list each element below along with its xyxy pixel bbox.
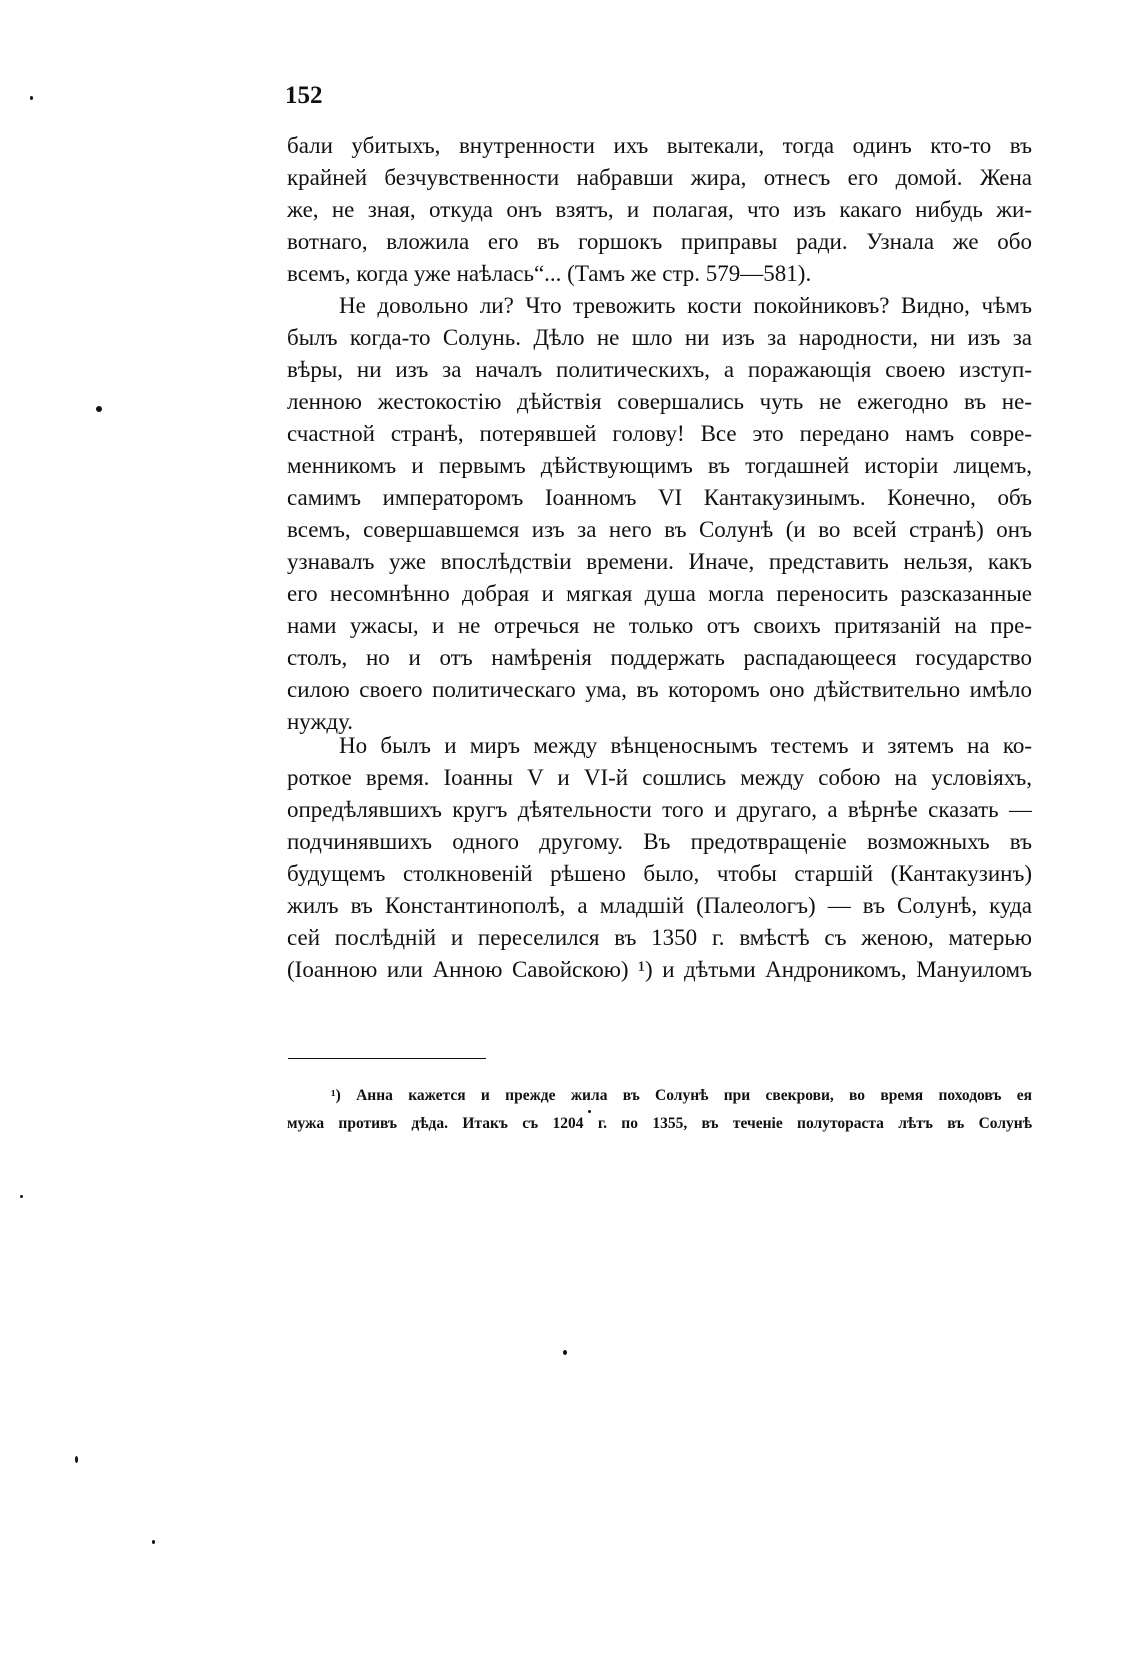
text-line: его несомнѣнно добрая и мягкая душа могла переносить разсказанные bbox=[287, 581, 1032, 606]
page-number: 152 bbox=[285, 82, 323, 109]
footnote bbox=[287, 1082, 1032, 1138]
text-line: крайней безчувственности набравши жира, отнесъ его домой. Жена bbox=[287, 165, 1032, 190]
text-line: сей послѣдній и переселился въ 1350 г. вмѣстѣ съ женою, матерью bbox=[287, 925, 1032, 950]
scan-speck bbox=[152, 1540, 155, 1544]
text-line: нами ужасы, и не отречься не только отъ своихъ притязаній на пре- bbox=[287, 613, 1032, 638]
scan-speck bbox=[96, 406, 102, 412]
text-line: вотнаго, вложила его въ горшокъ приправы ради. Узнала же обо bbox=[287, 229, 1032, 254]
footnote-line: мужа противъ дѣда. Итакъ съ 1204 г. по 1355, въ теченіе полутораста лѣтъ въ Солунѣ bbox=[287, 1115, 1032, 1132]
text-line: нужду. bbox=[287, 709, 354, 734]
paragraph-3 bbox=[287, 730, 1032, 986]
text-line: узнавалъ уже впослѣдствіи времени. Иначе, представить нельзя, какъ bbox=[287, 549, 1032, 574]
text-line: менникомъ и первымъ дѣйствующимъ въ тогдашней исторіи лицемъ, bbox=[287, 453, 1032, 478]
text-line: всемъ, совершавшемся изъ за него въ Солунѣ (и во всей странѣ) онъ bbox=[287, 517, 1032, 542]
scan-speck bbox=[30, 96, 33, 100]
text-line: всемъ, когда уже наѣлась“... (Тамъ же стр. 579—581). bbox=[287, 261, 812, 286]
text-line: (Іоанною или Анною Савойскою) ¹) и дѣтьми Андроникомъ, Мануиломъ bbox=[287, 957, 1032, 982]
text-line: опредѣлявшихъ кругъ дѣятельности того и другаго, а вѣрнѣе сказать — bbox=[287, 797, 1032, 822]
footnote-divider bbox=[288, 1058, 486, 1059]
text-line: вѣры, ни изъ за началъ политическихъ, а поражающія своею изступ- bbox=[287, 357, 1032, 382]
scan-speck bbox=[563, 1350, 567, 1355]
text-line: столъ, но и отъ намѣренія поддержать распадающееся государство bbox=[287, 645, 1032, 670]
text-line: самимъ императоромъ Іоанномъ VI Кантакузинымъ. Конечно, объ bbox=[287, 485, 1032, 510]
text-line: былъ когда-то Солунь. Дѣло не шло ни изъ за народности, ни изъ за bbox=[287, 325, 1032, 350]
scan-speck bbox=[20, 1195, 23, 1198]
text-line: же, не зная, откуда онъ взятъ, и полагая, что изъ какаго нибудь жи- bbox=[287, 197, 1032, 222]
paragraph-2 bbox=[287, 290, 1032, 738]
text-line: Но былъ и миръ между вѣнценоснымъ тестемъ и зятемъ на ко- bbox=[339, 733, 1032, 758]
text-line: роткое время. Іоанны V и VI-й сошлись между собою на условіяхъ, bbox=[287, 765, 1032, 790]
paragraph-1 bbox=[287, 130, 1032, 290]
text-line: жилъ въ Константинополѣ, а младшій (Палеологъ) — въ Солунѣ, куда bbox=[287, 893, 1032, 918]
scan-speck bbox=[588, 1110, 591, 1113]
text-line: бали убитыхъ, внутренности ихъ вытекали, тогда одинъ кто-то въ bbox=[287, 133, 1032, 158]
text-line: Не довольно ли? Что тревожить кости покойниковъ? Видно, чѣмъ bbox=[339, 293, 1032, 318]
text-line: счастной странѣ, потерявшей голову! Все это передано намъ совре- bbox=[287, 421, 1032, 446]
text-line: подчинявшихъ одного другому. Въ предотвращеніе возможныхъ въ bbox=[287, 829, 1032, 854]
text-line: будущемъ столкновеній рѣшено было, чтобы старшій (Кантакузинъ) bbox=[287, 861, 1032, 886]
footnote-line: ¹) Анна кажется и прежде жила въ Солунѣ при свекрови, во время походовъ ея bbox=[331, 1087, 1032, 1104]
text-line: силою своего политическаго ума, въ которомъ оно дѣйствительно имѣло bbox=[287, 677, 1032, 702]
text-line: ленною жестокостію дѣйствія совершались чуть не ежегодно въ не- bbox=[287, 389, 1032, 414]
scan-speck bbox=[75, 1456, 78, 1463]
